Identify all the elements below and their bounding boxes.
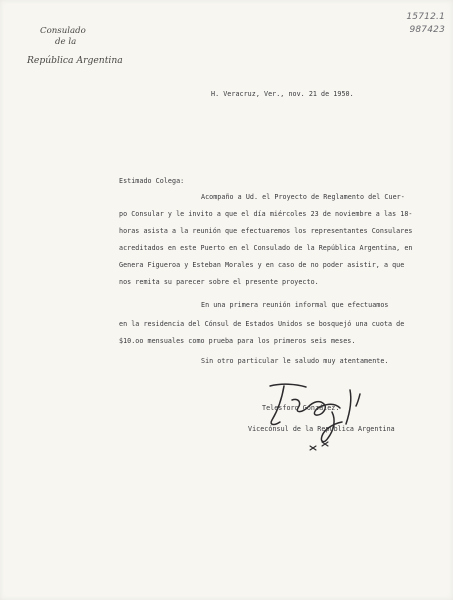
signatory-name: Telesforo González. xyxy=(262,404,340,412)
paragraph-2-line: En una primera reunión informal que efectuamos xyxy=(201,301,389,309)
paragraph-1-line: Acompaño a Ud. el Proyecto de Reglamento del Cuer- xyxy=(201,193,405,201)
paragraph-2-line: en la residencia del Cónsul de Estados Unidos se bosquejó una cuota de xyxy=(119,320,405,328)
salutation: Estimado Colega: xyxy=(119,177,185,185)
paragraph-1-line: po Consular y le invito a que el día miércoles 23 de noviembre a las 18- xyxy=(119,210,413,218)
letterhead-line-3: República Argentina xyxy=(27,55,123,66)
letterhead-line-2: de la xyxy=(55,37,77,47)
paragraph-1-line: nos remita su parecer sobre el presente proyecto. xyxy=(119,278,319,286)
paragraph-1-line: acreditados en este Puerto en el Consulado de la República Argentina, en xyxy=(119,244,413,252)
letter-date: H. Veracruz, Ver., nov. 21 de 1950. xyxy=(211,90,354,98)
signatory-title: Vicecónsul de la República Argentina xyxy=(248,425,395,433)
closing-line: Sin otro particular le saludo muy atentamente. xyxy=(201,357,389,365)
handwritten-signature xyxy=(262,380,382,460)
archive-annotation-1: 15712.1 xyxy=(406,12,445,22)
paragraph-2-line: $10.oo mensuales como prueba para los primeros seis meses. xyxy=(119,337,356,345)
letterhead-line-1: Consulado xyxy=(40,26,86,36)
paragraph-1-line: Genera Figueroa y Esteban Morales y en caso de no poder asistir, a que xyxy=(119,261,405,269)
archive-annotation-2: 987423 xyxy=(409,25,445,35)
paragraph-1-line: horas asista a la reunión que efectuaremos los representantes Consulares xyxy=(119,227,413,235)
